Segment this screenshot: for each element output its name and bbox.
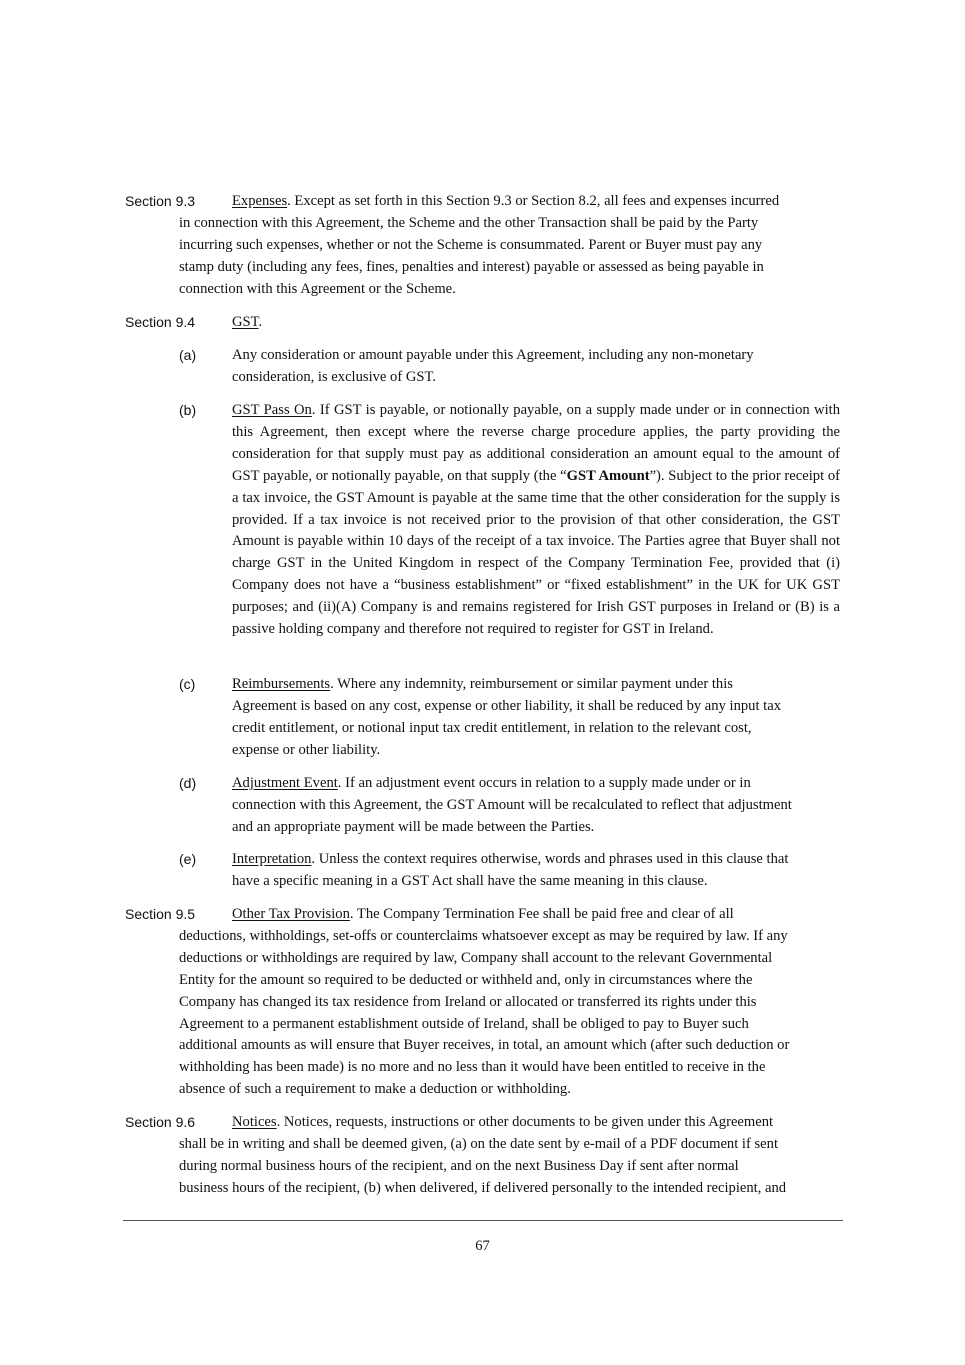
sub-e-heading: Interpretation (232, 851, 312, 867)
section-9-5-line: absence of such a requirement to make a deduction or withholding. (179, 1081, 571, 1098)
section-9-6-line: business hours of the recipient, (b) when delivered, if delivered personally to the intended recipient, and (179, 1179, 787, 1196)
section-9-3-line: incurring such expenses, whether or not the Scheme is consummated. Parent or Buyer must pay any (179, 236, 763, 253)
section-9-3-first-line (232, 191, 842, 213)
section-9-5-label: Section 9.5 (125, 906, 196, 922)
sub-b-heading: GST Pass On (232, 402, 312, 418)
section-9-4-heading-line (232, 312, 842, 334)
section-9-6-label: Section 9.6 (125, 1114, 196, 1130)
sub-c-intro: . Where any indemnity, reimbursement or similar payment under this (330, 676, 733, 692)
sub-a-body (232, 345, 842, 389)
sub-c-line: credit entitlement, or notional input tax credit entitlement, in relation to the relevant cost, (232, 719, 752, 736)
sub-c-heading: Reimbursements (232, 676, 331, 692)
sub-d-line: and an appropriate payment will be made between the Parties. (232, 818, 595, 835)
section-9-5-line: deductions, withholdings, set-offs or counterclaims whatsoever except as may be required by law. If any (179, 928, 788, 944)
sub-e-intro: . Unless the context requires otherwise, words and phrases used in this clause that (311, 851, 789, 867)
section-9-4-heading: GST (232, 314, 259, 330)
page-number: 67 (475, 1238, 490, 1254)
sub-c-label: (c) (179, 676, 196, 692)
sub-d-line: connection with this Agreement, the GST Amount will be recalculated to reflect that adjustment (232, 796, 792, 813)
sub-e-line: have a specific meaning in a GST Act shall have the same meaning in this clause. (232, 872, 708, 889)
section-9-5-heading: Other Tax Provision (232, 906, 350, 922)
section-9-3-line: connection with this Agreement or the Scheme. (179, 280, 456, 297)
sub-c-body (232, 674, 842, 762)
section-9-3-line: in connection with this Agreement, the Scheme and the other Transaction shall be paid by the Party (179, 215, 759, 231)
sub-b-defined-term: GST Amount (566, 467, 650, 484)
section-9-6-line: during normal business hours of the recipient, and on the next Business Day if sent after normal (179, 1157, 739, 1174)
section-9-3-body (179, 213, 843, 301)
section-9-5-line: Agreement to a permanent establishment outside of Ireland, shall be obliged to pay to Buyer such (179, 1015, 749, 1032)
sub-b-label: (b) (179, 402, 197, 418)
sub-d-body (232, 773, 842, 839)
footer-divider (123, 1220, 843, 1221)
sub-a-line: consideration, is exclusive of GST. (232, 368, 436, 385)
section-9-5-body (179, 926, 843, 1101)
sub-a-label: (a) (179, 347, 197, 363)
sub-a-line: Any consideration or amount payable under this Agreement, including any non-monetary (232, 347, 754, 363)
section-9-5-intro: . The Company Termination Fee shall be paid free and clear of all (349, 906, 734, 922)
section-9-6-first-line (232, 1112, 842, 1134)
section-9-5-line: deductions or withholdings are required by law, Company shall account to the relevant Governmental (179, 949, 773, 966)
sub-e-body (232, 849, 842, 893)
sub-b-body (232, 400, 840, 641)
sub-d-heading: Adjustment Event (232, 775, 338, 791)
sub-c-line: expense or other liability. (232, 741, 381, 758)
sub-e-label: (e) (179, 851, 197, 867)
section-9-3-line: stamp duty (including any fees, fines, penalties and interest) payable or assessed as being payable in (179, 258, 764, 275)
section-9-5-line: additional amounts as will ensure that Buyer receives, in total, an amount which (after such deduction or (179, 1037, 790, 1054)
section-9-5-first-line (232, 904, 842, 926)
section-9-6-line: shall be in writing and shall be deemed given, (a) on the date sent by e-mail of a PDF document if sent (179, 1136, 778, 1152)
section-9-5-line: Company has changed its tax residence from Ireland or allocated or transferred its rights under this (179, 993, 757, 1010)
sub-d-intro: . If an adjustment event occurs in relation to a supply made under or in (337, 775, 751, 791)
sub-d-label: (d) (179, 775, 197, 791)
section-9-5-line: withholding has been made) is no more and no less than it would have been entitled to receive in the (179, 1059, 766, 1076)
section-9-6-intro: . Notices, requests, instructions or other documents to be given under this Agreement (276, 1114, 774, 1130)
section-9-5-line: Entity for the amount so required to be deducted or withheld and, only in circumstances where the (179, 971, 753, 988)
sub-b-text-2: ”). Subject to the prior receipt of a tax invoice, the GST Amount is payable at the same time that the other consideration for the supply is provided. If a tax invoice is not received prior to the provision of that other consideration, the GST Amount is payable within 10 days of the receipt of a tax invoice. The Parties agree that Buyer shall not charge GST in the United Kingdom in respect of the Company Termination Fee, provided that (i) Company does not have a “business establishment” or “fixed establishment” in the UK for UK GST purposes; and (ii)(A) Company is and remains registered for Irish GST purposes in Ireland or (B) is a passive holding company and therefore not required to register for GST in Ireland. (232, 467, 840, 638)
sub-c-line: Agreement is based on any cost, expense or other liability, it shall be reduced by any input tax (232, 697, 782, 714)
section-9-6-body (179, 1134, 843, 1200)
section-9-4-heading-suffix: . (258, 314, 263, 330)
sub-b-text-1: . If GST is payable, or notionally payable, on a supply made under or in connection with this Agreement, then except where the reverse charge procedure applies, the party providing the consideration for that supply must pay as additional consideration an amount equal to the amount of GST payable, or notionally payable, on that supply (the “ (232, 402, 840, 484)
section-9-3-label: Section 9.3 (125, 193, 196, 209)
section-9-3-heading: Expenses (232, 193, 288, 209)
section-9-4-label: Section 9.4 (125, 314, 196, 330)
section-9-3-intro: . Except as set forth in this Section 9.3 or Section 8.2, all fees and expenses incurred (287, 193, 780, 209)
section-9-6-heading: Notices (232, 1114, 277, 1130)
